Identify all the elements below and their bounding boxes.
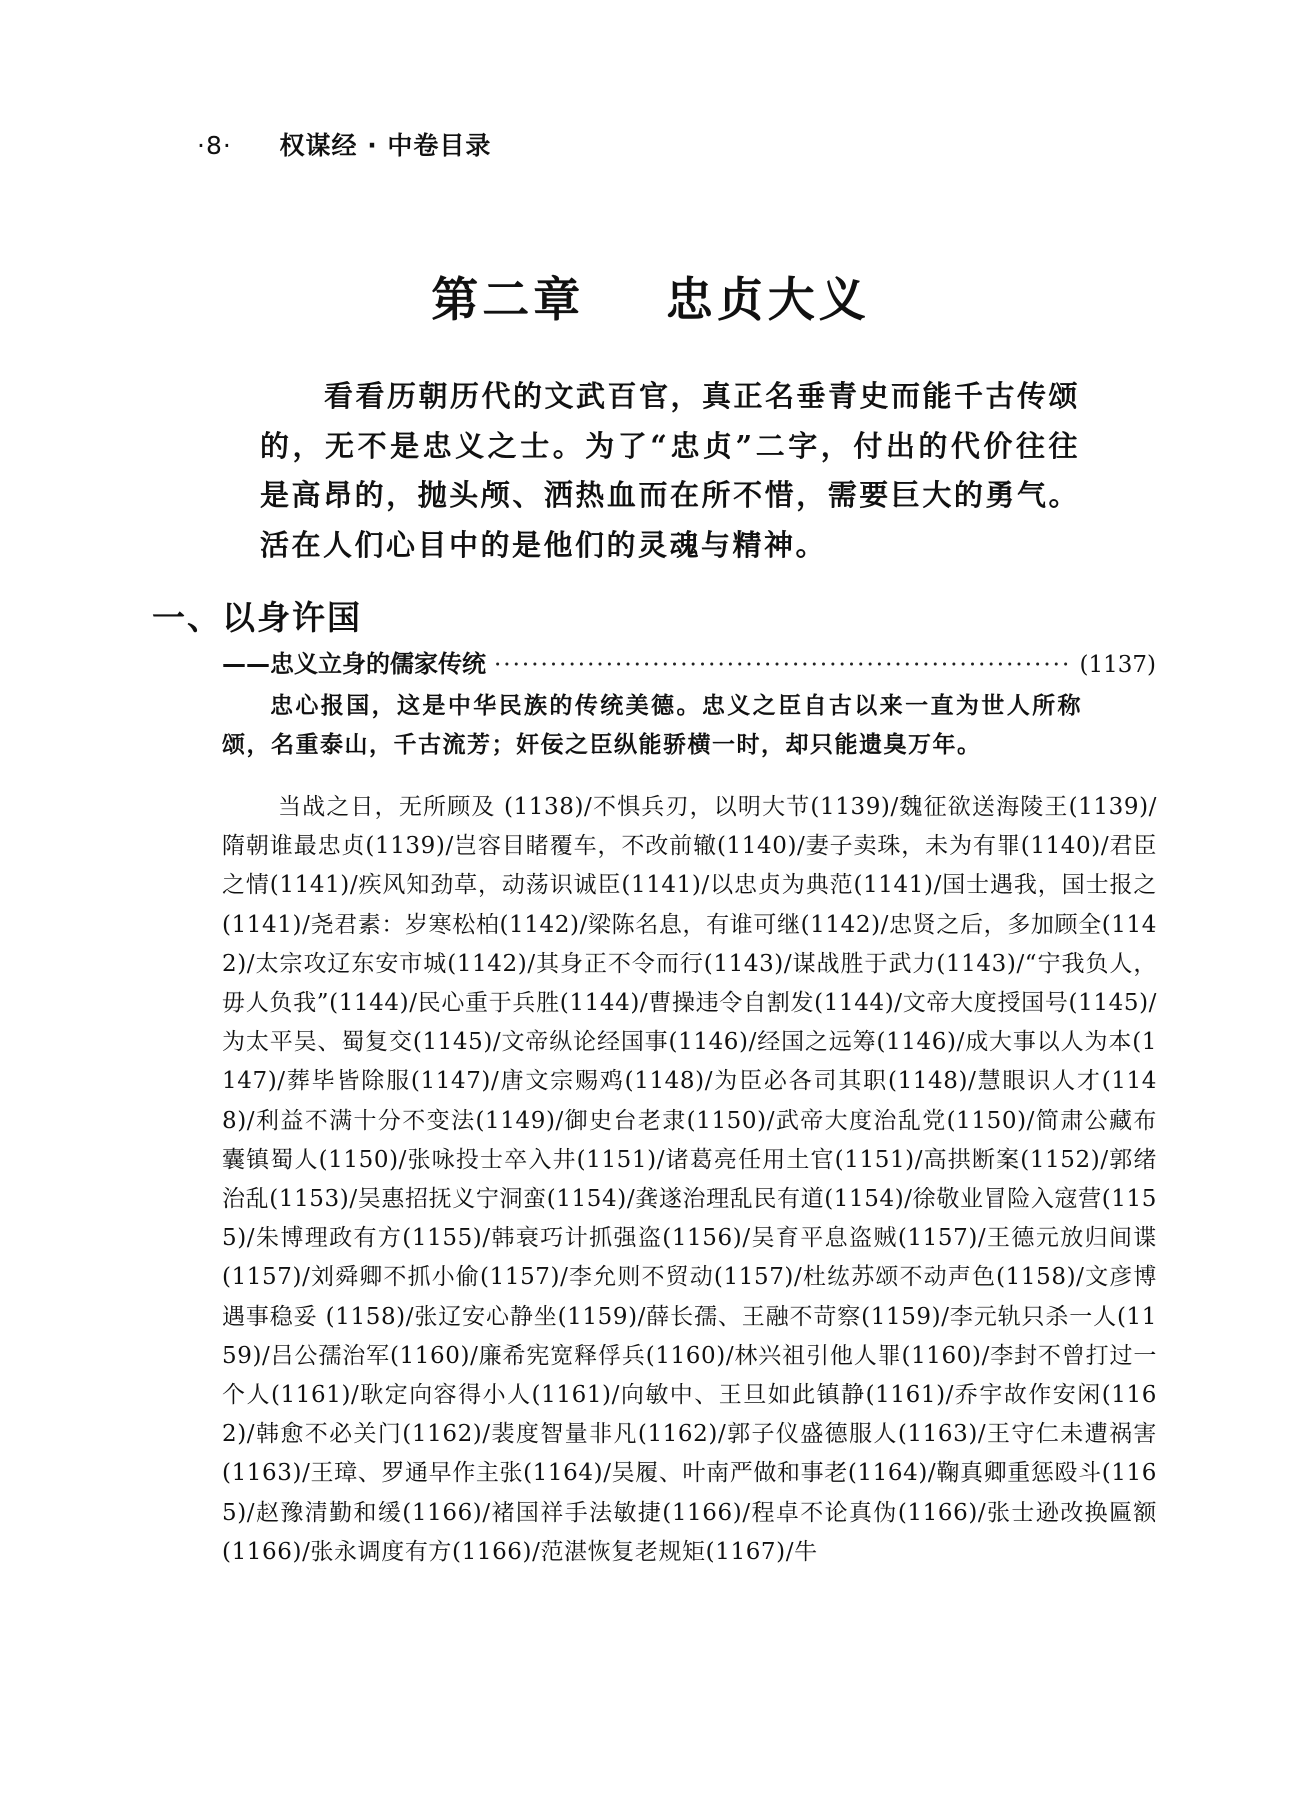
chapter-title: 第二章 忠贞大义 bbox=[431, 273, 870, 328]
running-title: 权谋经 · 中卷目录 bbox=[279, 131, 492, 160]
section-summary: 忠心报国，这是中华民族的传统美德。忠义之臣自古以来一直为世人所称颂，名重泰山，千古流芳；奸佞之臣纵能骄横一时，却只能遗臭万年。 bbox=[222, 692, 1082, 758]
dot-leader bbox=[494, 652, 1072, 678]
section-page-ref: (1137) bbox=[1079, 652, 1156, 678]
page-number: ·8· bbox=[197, 131, 232, 160]
entry-list bbox=[222, 788, 1157, 1572]
chapter-intro: 看看历朝历代的文武百官，真正名垂青史而能千古传颂的，无不是忠义之士。为了“忠贞”二字，付出的代价往往是高昂的，抛头颅、洒热血而在所不惜，需要巨大的勇气。活在人们心目中的是他们的灵魂与精神。 bbox=[260, 379, 1081, 562]
section-subheading: ——忠义立身的儒家传统 bbox=[222, 650, 486, 678]
running-header bbox=[197, 126, 491, 162]
toc-entry bbox=[222, 644, 1156, 679]
entry-text: 当战之日，无所顾及 (1138)/不惧兵刃，以明大节(1139)/魏征欲送海陵王(1139)/隋朝谁最忠贞(1139)/岂容目睹覆车，不改前辙(1140)/妻子卖珠，未为有罪(1140)/君臣之情(1141)/疾风知劲草，动荡识诚臣(1141)/以忠贞为典范(1141)/国士遇我，国士报之(1141)/尧君素：岁寒松柏(1142)/梁陈名息，有谁可继(1142)/忠贤之后，多加顾全(1142)/太宗攻辽东安市城(1142)/其身正不令而行(1143)/谋战胜于武力(1143)/“宁我负人，毋人负我”(1144)/民心重于兵胜(1144)/曹操违令自割发(1144)/文帝大度授国号(1145)/为太平吴、蜀复交(1145)/文帝纵论经国事(1146)/经国之远筹(1146)/成大事以人为本(1147)/葬毕皆除服(1147)/唐文宗赐鸡(1148)/为臣必各司其职(1148)/慧眼识人才(1148)/利益不满十分不变法(1149)/御史台老隶(1150)/武帝大度治乱党(1150)/简肃公藏布囊镇蜀人(1150)/张咏投士卒入井(1151)/诸葛亮任用土官(1151)/高拱断案(1152)/郭绪治乱(1153)/吴惠招抚义宁洞蛮(1154)/龚遂治理乱民有道(1154)/徐敬业冒险入寇营(1155)/朱博理政有方(1155)/韩衰巧计抓强盗(1156)/吴育平息盗贼(1157)/王德元放归间谍(1157)/刘舜卿不抓小偷(1157)/李允则不贸动(1157)/杜纮苏颂不动声色(1158)/文彦博遇事稳妥 (1158)/张辽安心静坐(1159)/薛长孺、王融不苛察(1159)/李元轨只杀一人(1159)/吕公孺治军(1160)/廉希宪宽释俘兵(1160)/林兴祖引他人罪(1160)/李封不曾打过一个人(1161)/耿定向容得小人(1161)/向敏中、王旦如此镇静(1161)/乔宇故作安闲(1162)/韩愈不必关门(1162)/裴度智量非凡(1162)/郭子仪盛德服人(1163)/王守仁未遭祸害(1163)/王璋、罗通早作主张(1164)/吴履、叶南严做和事老(1164)/鞠真卿重惩殴斗(1165)/赵豫清勤和缓(1166)/褚国祥手法敏捷(1166)/程卓不论真伪(1166)/张士逊改换匾额(1166)/张永调度有方(1166)/范湛恢复老规矩(1167)/牛 bbox=[222, 794, 1157, 1565]
section-heading: 一、以身许国 bbox=[152, 598, 362, 637]
